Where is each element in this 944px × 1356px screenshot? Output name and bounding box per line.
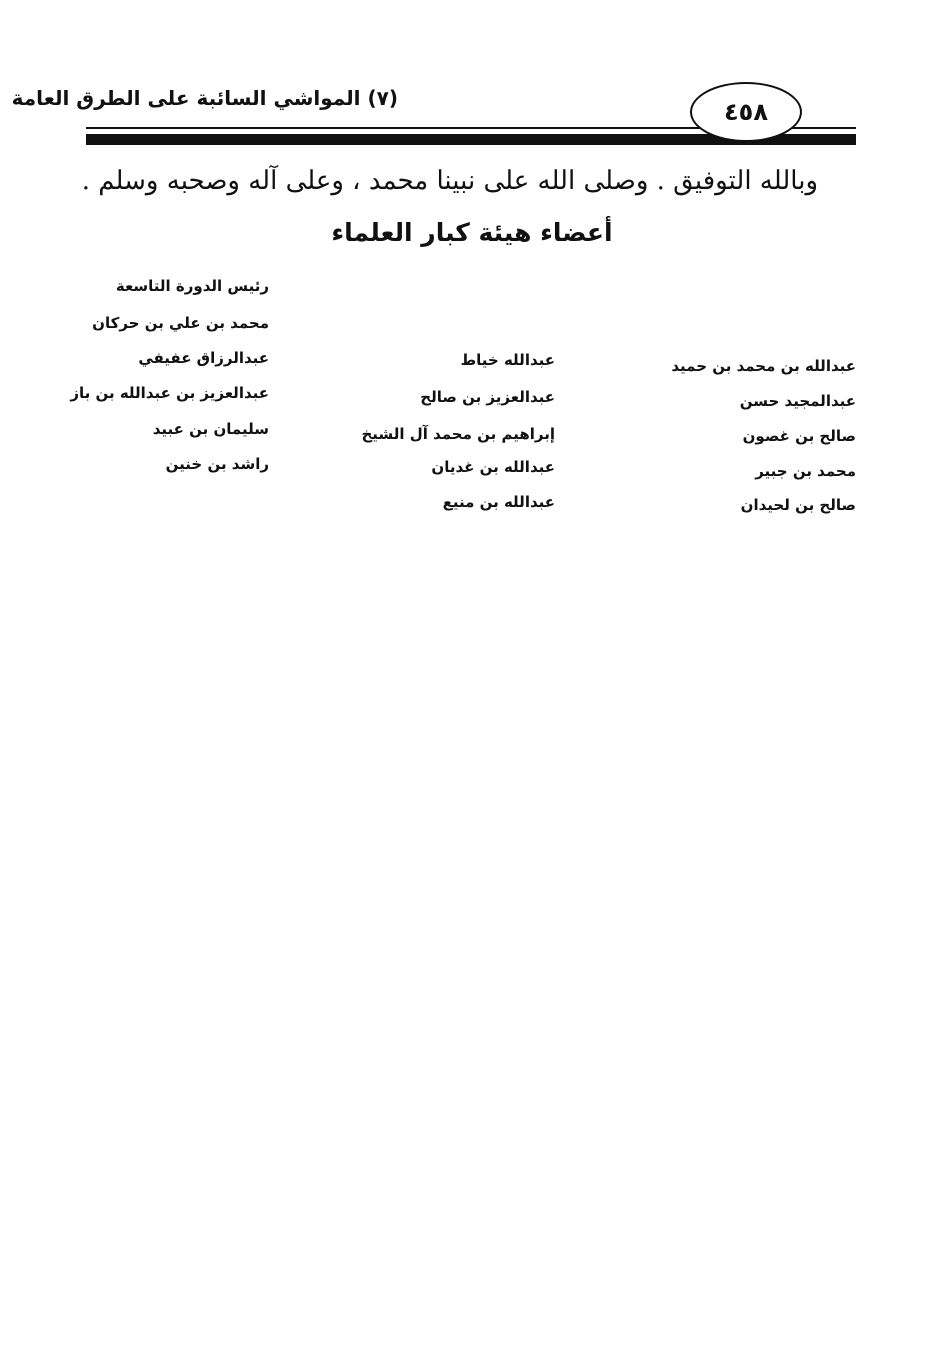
signatory-right-1: عبدالله بن محمد بن حميد (671, 357, 856, 375)
signatory-right-5: صالح بن لحيدان (740, 496, 856, 514)
running-title: (٧) المواشي السائبة على الطرق العامة (11, 86, 398, 110)
signatory-left-4: راشد بن خنين (165, 455, 269, 473)
signatory-left-1: عبدالرزاق عفيفي (138, 349, 269, 367)
chair-name: محمد بن علي بن حركان (92, 314, 269, 332)
closing-line: وبالله التوفيق . وصلى الله على نبينا محمد ، وعلى آله وصحبه وسلم . (81, 166, 818, 196)
signatory-middle-4: عبدالله بن غديان (431, 458, 555, 476)
signatory-middle-2: عبدالعزيز بن صالح (420, 388, 555, 406)
signatory-right-4: محمد بن جبير (755, 462, 856, 480)
signatory-left-2: عبدالعزيز بن عبدالله بن باز (70, 384, 269, 402)
section-heading: أعضاء هيئة كبار العلماء (331, 218, 613, 247)
signatory-middle-1: عبدالله خياط (460, 351, 555, 369)
signatory-right-3: صالح بن غصون (742, 427, 856, 445)
signatory-left-3: سليمان بن عبيد (152, 420, 269, 438)
signatory-middle-5: عبدالله بن منيع (442, 493, 555, 511)
signatory-middle-3: إبراهيم بن محمد آل الشيخ (361, 425, 555, 443)
page-number-text: ٤٥٨ (724, 98, 768, 126)
page-number (690, 82, 802, 142)
chair-title: رئيس الدورة التاسعة (115, 277, 269, 295)
signatory-right-2: عبدالمجيد حسن (739, 392, 856, 410)
